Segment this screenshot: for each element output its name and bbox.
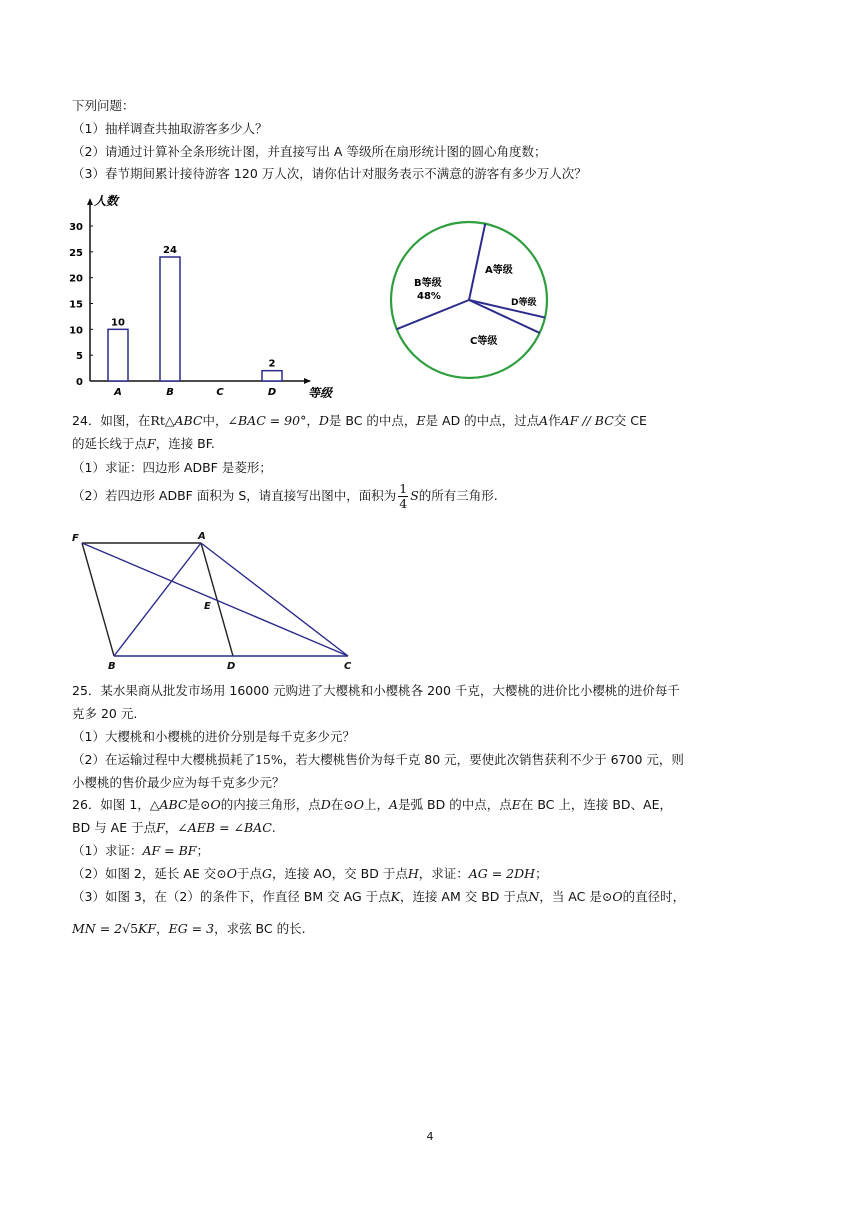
segment-ac <box>201 543 348 656</box>
q26-line1: 26．如图 1，△ABC是⊙O的内接三角形，点D在⊙O上，A是弧 BD 的中点，点E在 BC 上，连接 BD、AE， <box>72 797 672 812</box>
y-tick-label: 0 <box>76 377 83 388</box>
q23-intro: 下列问题： <box>72 98 135 113</box>
x-tick-label: A <box>114 387 122 398</box>
q24-line1: 24．如图，在Rt△ABC中，∠BAC = 90°，D是 BC 的中点，E是 AD 的中点，过点A作AF // BC交 CE <box>72 413 647 428</box>
segment-fc <box>82 543 348 656</box>
q25-part1: （1）大樱桃和小樱桃的进价分别是每千克多少元？ <box>72 729 355 744</box>
bar-data-label: 10 <box>111 317 125 329</box>
q25-line1: 25．某水果商从批发市场用 16000 元购进了大樱桃和小樱桃各 200 千克，大樱桃的进价比小樱桃的进价每千 <box>72 683 680 698</box>
y-tick-label: 5 <box>76 351 83 363</box>
q26-part2: （2）如图 2，延长 AE 交⊙O于点G，连接 AO，交 BD 于点H，求证：AG = 2DH； <box>72 866 548 881</box>
q23-part3: （3）春节期间累计接待游客 120 万人次，请你估计对服务表示不满意的游客有多少万人次？ <box>72 166 587 181</box>
pie-label-b: B等级 <box>414 278 442 289</box>
segment-ab <box>114 543 201 656</box>
y-axis-arrow <box>87 198 93 205</box>
q26-line2: BD 与 AE 于点F，∠AEB = ∠BAC. <box>72 820 276 835</box>
point-a-label: A <box>198 531 206 542</box>
bar-chart <box>60 192 350 402</box>
bar-chart-ylabel: 人数 <box>94 194 119 208</box>
pie-label-b-pct: 48% <box>417 291 441 302</box>
bar-data-label: 24 <box>163 245 177 256</box>
y-tick-label: 10 <box>69 325 83 337</box>
point-f-label: F <box>72 533 79 544</box>
q23-part1: （1）抽样调查共抽取游客多少人？ <box>72 121 268 136</box>
q26-part3: （3）如图 3，在（2）的条件下，作直径 BM 交 AG 于点K，连接 AM 交 BD 于点N，当 AC 是⊙O的直径时， <box>72 889 686 904</box>
y-tick-label: 25 <box>69 247 83 259</box>
q24-line2: 的延长线于点F，连接 BF. <box>72 436 215 451</box>
page-number: 4 <box>426 1130 434 1143</box>
pie-label-d: D等级 <box>511 298 537 308</box>
fraction-one-quarter: $\frac{1}{4}$ <box>399 481 408 511</box>
q26-part1: （1）求证：AF = BF； <box>72 843 209 858</box>
q25-part2-cont: 小樱桃的售价最少应为每千克多少元？ <box>72 775 285 790</box>
q24-part1: （1）求证：四边形 ADBF 是菱形； <box>72 460 272 475</box>
y-tick-label: 30 <box>69 222 83 233</box>
bar <box>262 371 282 381</box>
pie-label-c: C等级 <box>470 336 498 347</box>
q23-part2: （2）请通过计算补全条形统计图，并直接写出 A 等级所在扇形统计图的圆心角度数； <box>72 144 547 159</box>
q25-part2: （2）在运输过程中大樱桃损耗了15%，若大樱桃售价为每千克 80 元，要使此次销售获利不少于 6700 元，则 <box>72 752 684 767</box>
bar-chart-xlabel: 等级 <box>308 386 333 400</box>
point-d-label: D <box>227 661 236 672</box>
x-tick-label: D <box>267 387 277 398</box>
bar <box>160 257 180 381</box>
q24-part2: （2）若四边形 ADBF 面积为 S，请直接写出图中，面积为 $\frac{1}{4}$ S的所有三角形. <box>72 481 498 511</box>
y-tick-label: 15 <box>69 299 83 311</box>
x-tick-label: B <box>166 387 174 398</box>
pie-label-a: A等级 <box>485 265 513 276</box>
pie-chart <box>388 219 550 381</box>
point-e-label: E <box>204 601 211 612</box>
point-b-label: B <box>108 661 116 672</box>
x-axis-arrow <box>304 378 311 384</box>
bar <box>108 329 128 381</box>
rhombus-figure <box>70 530 370 675</box>
x-tick-label: C <box>216 387 224 398</box>
segment-ad <box>201 543 233 656</box>
segment-fb <box>82 543 114 656</box>
q25-line2: 克多 20 元. <box>72 706 138 721</box>
bar-data-label: 2 <box>268 358 276 370</box>
q26-part3-cont: MN = 2√5KF，EG = 3，求弦 BC 的长. <box>72 921 306 936</box>
point-c-label: C <box>344 661 352 672</box>
y-tick-label: 20 <box>69 273 83 285</box>
